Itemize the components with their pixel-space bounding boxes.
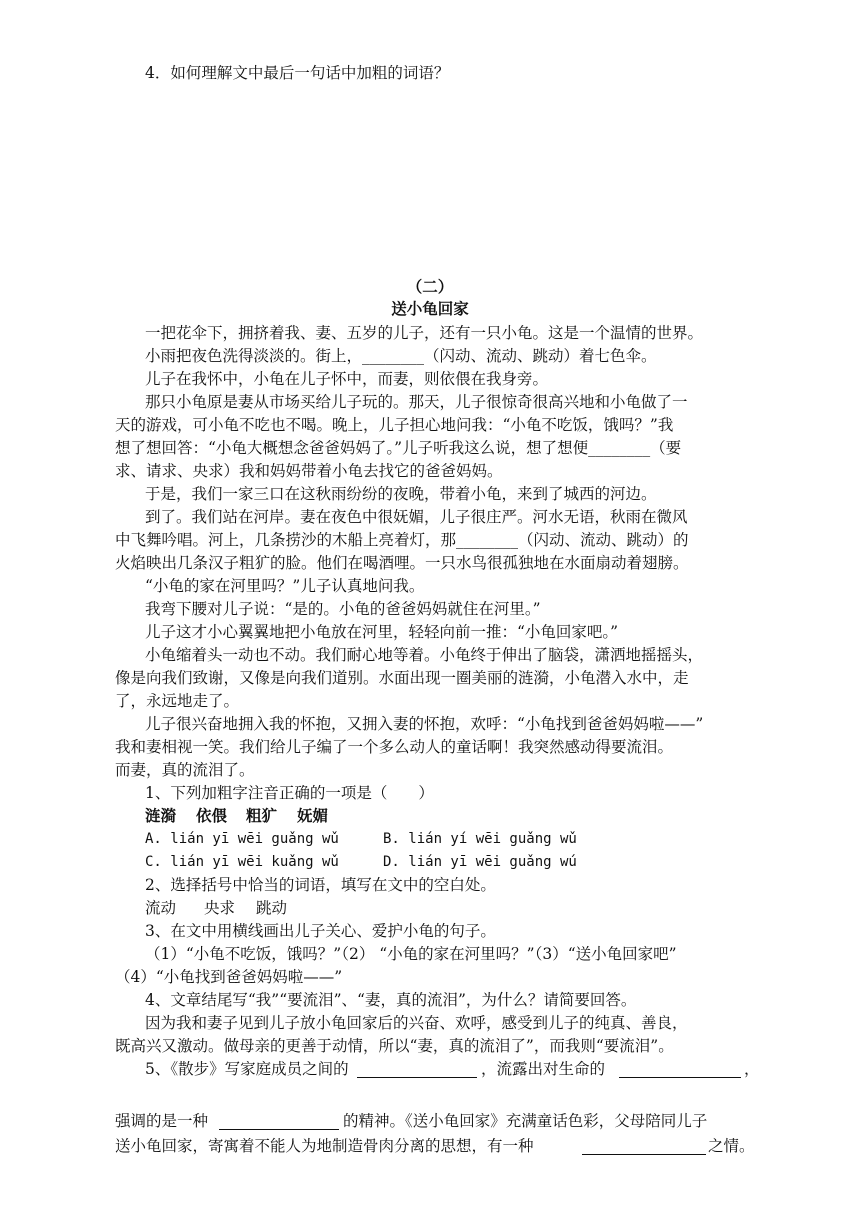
q1-option-a: A. lián yī wēi guǎng wǔ <box>145 831 339 847</box>
paragraph-10a: 儿子很兴奋地拥入我的怀抱，又拥入妻的怀抱，欢呼：“小龟找到爸爸妈妈啦——” <box>145 715 704 733</box>
q1-word-1: 涟漪 <box>145 806 177 825</box>
blank-4[interactable] <box>582 1138 706 1155</box>
question-4: 4、文章结尾写“我”“要流泪”、“妻，真的流泪”，为什么？请简要回答。 <box>145 991 637 1009</box>
paragraph-3d: 求、请求、央求）我和妈妈带着小龟去找它的爸爸妈妈。 <box>115 462 503 480</box>
q1-option-b: B. lián yí wēi guǎng wǔ <box>383 831 577 847</box>
paragraph-5c: 火焰映出几条汉子粗犷的脸。他们在喝酒哩。一只水鸟很孤独地在水面扇动着翅膀。 <box>115 554 689 572</box>
paragraph-6: “小龟的家在河里吗？”儿子认真地问我。 <box>145 577 425 595</box>
paragraph-3b: 天的游戏，可小龟不吃也不喝。晚上，儿子担心地问我：“小龟不吃饭，饿吗？”我 <box>115 416 674 434</box>
question-5-line-3b: 之情。 <box>708 1137 755 1155</box>
blank-3[interactable] <box>219 1113 339 1130</box>
paragraph-7: 我弯下腰对儿子说：“是的。小龟的爸爸妈妈就住在河里。” <box>145 600 541 618</box>
question-3: 3、在文中用横线画出儿子关心、爱护小龟的句子。 <box>145 922 496 940</box>
question-5-line-2a: 强调的是一种 <box>115 1112 209 1130</box>
q3-answer-a: （1）“小龟不吃饭，饿吗？”（2） “小龟的家在河里吗？”（3）“送小龟回家吧” <box>145 945 677 963</box>
paragraph-1b: 小雨把夜色洗得淡淡的。街上，________（闪动、流动、跳动）着七色伞。 <box>145 347 657 365</box>
paragraph-5a: 到了。我们站在河岸。妻在夜色中很妩媚，儿子很庄严。河水无语，秋雨在微风 <box>145 508 688 526</box>
q4-answer-a: 因为我和妻子见到儿子放小龟回家后的兴奋、欢呼，感受到儿子的纯真、善良， <box>145 1014 688 1032</box>
paragraph-10b: 我和妻相视一笑。我们给儿子编了一个多么动人的童话啊！我突然感动得要流泪。 <box>115 738 674 756</box>
blank-1[interactable] <box>357 1061 477 1078</box>
q1-option-c: C. lián yī wēi kuǎng wǔ <box>145 854 339 870</box>
question-5-part-3: ， <box>744 1060 760 1078</box>
q1-word-3: 粗犷 <box>246 806 278 825</box>
q1-word-4: 妩媚 <box>297 806 329 825</box>
q1-option-d: D. lián yī wēi guǎng wú <box>383 854 577 870</box>
paragraph-5b: 中飞舞吟唱。河上，几条捞沙的木船上亮着灯，那________（闪动、流动、跳动）的 <box>115 531 689 549</box>
q2-answer-2: 央求 <box>204 899 236 917</box>
question-2: 2、选择括号中恰当的词语，填写在文中的空白处。 <box>145 876 496 894</box>
paragraph-8: 儿子这才小心翼翼地把小龟放在河里，轻轻向前一推：“小龟回家吧。” <box>145 623 619 641</box>
question-5-line-3a: 送小龟回家，寄寓着不能人为地制造骨肉分离的思想，有一种 <box>115 1137 534 1155</box>
paragraph-3a: 那只小龟原是妻从市场买给儿子玩的。那天，儿子很惊奇很高兴地和小龟做了一 <box>145 393 688 411</box>
question-5-line-2b: 的精神。《送小龟回家》充满童话色彩，父母陪同儿子 <box>343 1112 708 1130</box>
question-5-part-2: ，流露出对生命的 <box>481 1060 606 1078</box>
paragraph-9a: 小龟缩着头一动也不动。我们耐心地等着。小龟终于伸出了脑袋，潇洒地摇摇头， <box>145 646 704 664</box>
q3-answer-b: （4）“小龟找到爸爸妈妈啦——” <box>115 968 343 986</box>
paragraph-9c: 了，永远地走了。 <box>115 692 240 710</box>
q2-answer-3: 跳动 <box>256 899 288 917</box>
question-1: 1、下列加粗字注音正确的一项是（ ） <box>145 784 434 802</box>
paragraph-9b: 像是向我们致谢，又像是向我们道别。水面出现一圈美丽的涟漪，小龟潜入水中，走 <box>115 669 689 687</box>
paragraph-1a: 一把花伞下，拥挤着我、妻、五岁的儿子，还有一只小龟。这是一个温情的世界。 <box>145 324 704 342</box>
q2-answer-1: 流动 <box>145 899 177 917</box>
q1-word-2: 依偎 <box>196 806 228 825</box>
paragraph-3c: 想了想回答：“小龟大概想念爸爸妈妈了。”儿子听我这么说，想了想便________（要 <box>115 439 682 457</box>
section-number: （二） <box>406 277 454 296</box>
q4-answer-b: 既高兴又激动。做母亲的更善于动情，所以“妻，真的流泪了”，而我则“要流泪”。 <box>115 1037 674 1055</box>
question-4-top: 4．如何理解文中最后一句话中加粗的词语？ <box>145 64 450 82</box>
question-5-part-1: 5、《散步》写家庭成员之间的 <box>145 1060 349 1078</box>
paragraph-10c: 而妻，真的流泪了。 <box>115 761 255 779</box>
blank-2[interactable] <box>619 1061 741 1078</box>
article-title: 送小龟回家 <box>391 299 469 318</box>
paragraph-2: 儿子在我怀中，小龟在儿子怀中，而妻，则依偎在我身旁。 <box>145 370 549 388</box>
paragraph-4: 于是，我们一家三口在这秋雨纷纷的夜晚，带着小龟，来到了城西的河边。 <box>145 485 657 503</box>
